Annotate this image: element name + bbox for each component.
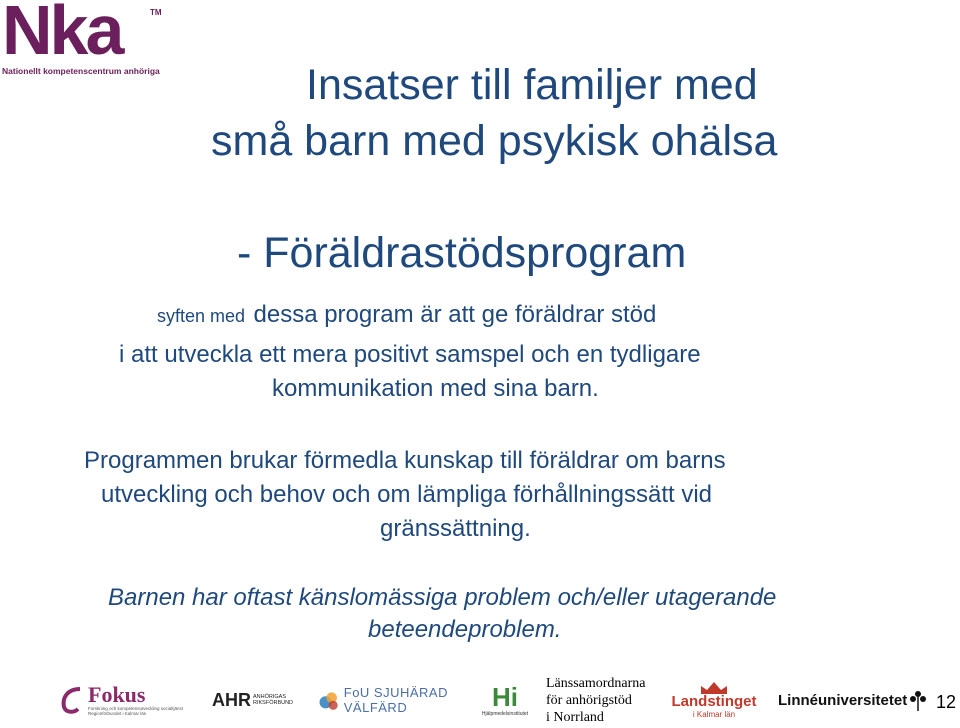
paragraph-1-text: dessa program är att ge föräldrar stöd — [253, 301, 657, 328]
ahr-name: AHR — [212, 689, 251, 710]
paragraph-1-prefix: syften med — [157, 306, 246, 326]
paragraph-2-line-3: gränssättning. — [380, 515, 531, 542]
lanssamordnarna-line-2: för anhörigstöd — [546, 692, 632, 708]
fou-circles-icon — [318, 685, 341, 715]
fou-line-1: FoU SJUHÄRAD — [343, 685, 448, 700]
hjalpmedelsinstitutet-logo — [474, 672, 536, 728]
lanssamordnarna-line-3: i Norrland — [546, 709, 604, 725]
nka-logo — [0, 0, 168, 80]
paragraph-3-line-2: beteendeproblem. — [368, 616, 562, 643]
fokus-swirl-icon — [60, 685, 86, 715]
paragraph-1-line-1 — [157, 298, 656, 335]
nka-logo-trademark: TM — [150, 8, 162, 17]
fokus-name: Fokus — [88, 682, 146, 707]
lanssamordnarna-logo — [546, 672, 658, 728]
nka-logo-word: Nka — [2, 0, 122, 69]
lanssamordnarna-line-1: Länssamordnarna — [546, 675, 646, 691]
fokus-logo — [60, 672, 190, 728]
ahr-sub-1: ANHÖRIGAS — [253, 694, 287, 700]
paragraph-2-line-2: utveckling och behov och om lämpliga förhållningssätt vid — [101, 481, 713, 508]
paragraph-2-line-1: Programmen brukar förmedla kunskap till föräldrar om barns — [84, 447, 726, 474]
lnu-name: Linnéuniversitetet — [778, 691, 908, 709]
paragraph-3-line-1: Barnen har oftast känslomässiga problem och/eller utagerande — [108, 584, 777, 611]
title-line-2: små barn med psykisk ohälsa — [211, 117, 778, 165]
ahr-logo — [212, 672, 292, 728]
linneuniversitetet-logo — [778, 672, 938, 728]
ahr-sub-2: RIKSFÖRBUND — [253, 700, 294, 706]
paragraph-1-line-3: kommunikation med sina barn. — [272, 375, 599, 402]
landstinget-sub: i Kalmar län — [692, 709, 736, 719]
title-subtitle: - Föräldrastödsprogram — [237, 229, 687, 277]
fokus-sub-1: Forskning och kompetensutveckling socialtjänst — [88, 706, 184, 711]
landstinget-logo — [672, 672, 756, 728]
landstinget-name: Landstinget — [671, 692, 757, 710]
hi-name: Hi — [492, 682, 518, 712]
page-number: 12 — [935, 692, 956, 712]
landstinget-crown-icon — [699, 682, 729, 694]
fou-line-2: VÄLFÄRD — [343, 700, 408, 715]
paragraph-1-line-2: i att utveckla ett mera positivt samspel och en tydligare — [119, 341, 701, 368]
nka-logo-subtitle: Nationellt kompetenscentrum anhöriga — [2, 66, 160, 76]
title-line-1: Insatser till familjer med — [306, 61, 758, 109]
hi-sub: Hjälpmedelsinstitutet — [481, 711, 529, 717]
fou-sjuharad-logo — [318, 672, 448, 728]
lnu-flower-icon — [909, 689, 927, 711]
fokus-sub-2: Regionförbundet i Kalmar län — [88, 711, 147, 716]
